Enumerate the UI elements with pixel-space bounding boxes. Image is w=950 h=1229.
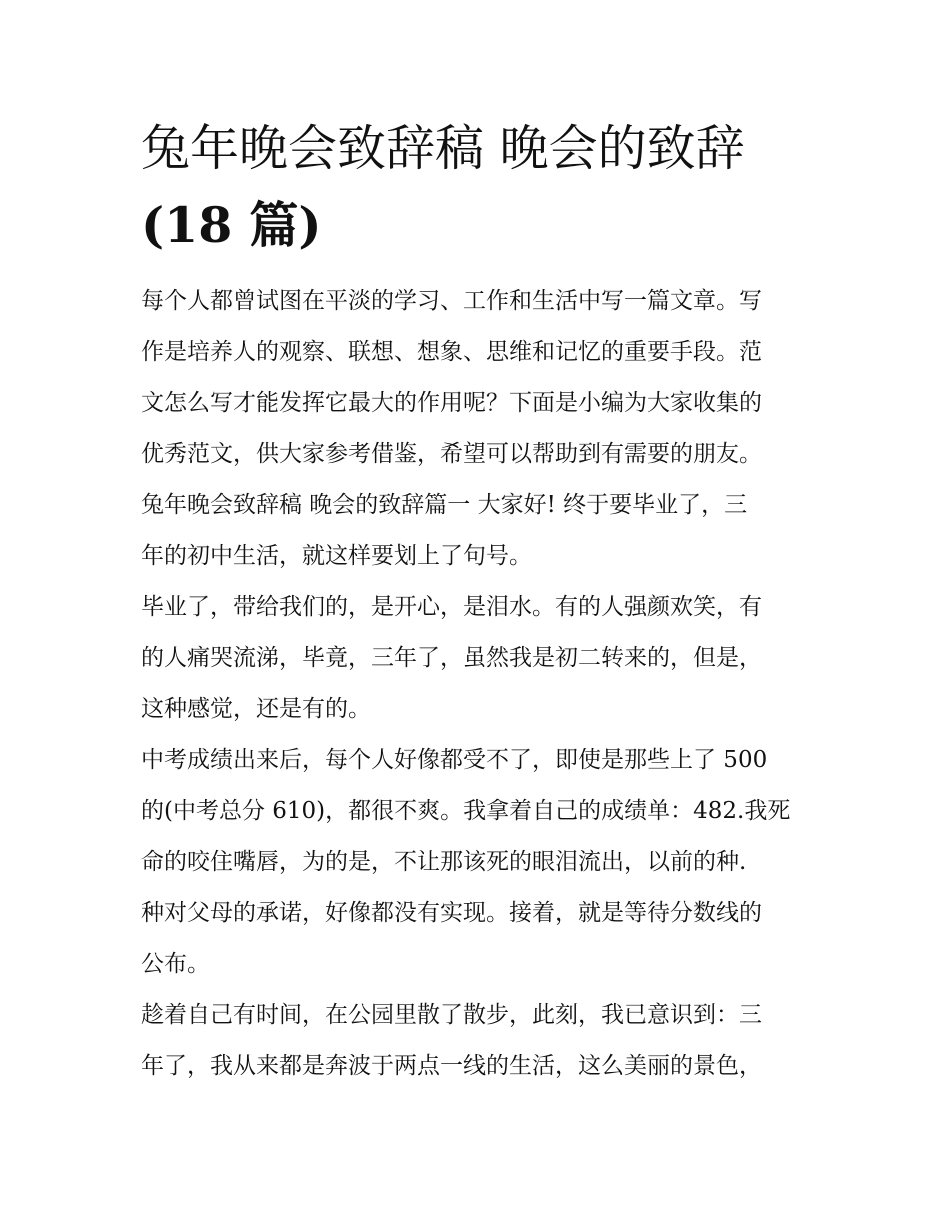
document-body bbox=[141, 276, 813, 1092]
paragraph bbox=[141, 276, 813, 582]
text-line: 优秀范文，供大家参考借鉴，希望可以帮助到有需要的朋友。 bbox=[141, 441, 762, 467]
text-line: 年的初中生活，就这样要划上了句号。 bbox=[141, 543, 532, 569]
paragraph bbox=[141, 582, 813, 735]
text-line: 中考成绩出来后，每个人好像都受不了，即使是那些上了 500 bbox=[141, 747, 768, 773]
text-line: 兔年晚会致辞稿 晚会的致辞篇一 大家好! 终于要毕业了，三 bbox=[141, 492, 748, 518]
title-line-2: (18 篇) bbox=[141, 196, 322, 254]
text-line: 这种感觉，还是有的。 bbox=[141, 696, 371, 722]
text-line: 命的咬住嘴唇，为的是，不让那该死的眼泪流出，以前的种. bbox=[141, 849, 747, 875]
text-line: 作是培养人的观察、联想、想象、思维和记忆的重要手段。范 bbox=[141, 339, 762, 365]
title-line-1: 兔年晚会致辞稿 晚会的致辞 bbox=[141, 120, 745, 177]
text-line: 种对父母的承诺，好像都没有实现。接着，就是等待分数线的 bbox=[141, 900, 762, 926]
text-line: 的人痛哭流涕，毕竟，三年了，虽然我是初二转来的，但是， bbox=[141, 645, 762, 671]
text-line: 每个人都曾试图在平淡的学习、工作和生活中写一篇文章。写 bbox=[141, 288, 762, 314]
text-line: 的(中考总分 610)，都很不爽。我拿着自己的成绩单：482.我死 bbox=[141, 798, 791, 824]
text-line: 公布。 bbox=[141, 951, 210, 977]
text-line: 毕业了，带给我们的，是开心，是泪水。有的人强颜欢笑，有 bbox=[141, 594, 762, 620]
text-line: 文怎么写才能发挥它最大的作用呢？下面是小编为大家收集的 bbox=[141, 390, 762, 416]
text-line: 趁着自己有时间，在公园里散了散步，此刻，我已意识到：三 bbox=[141, 1002, 762, 1028]
document-title bbox=[141, 110, 821, 264]
text-line: 年了，我从来都是奔波于两点一线的生活，这么美丽的景色， bbox=[141, 1053, 762, 1079]
paragraph bbox=[141, 735, 813, 990]
paragraph bbox=[141, 990, 813, 1092]
